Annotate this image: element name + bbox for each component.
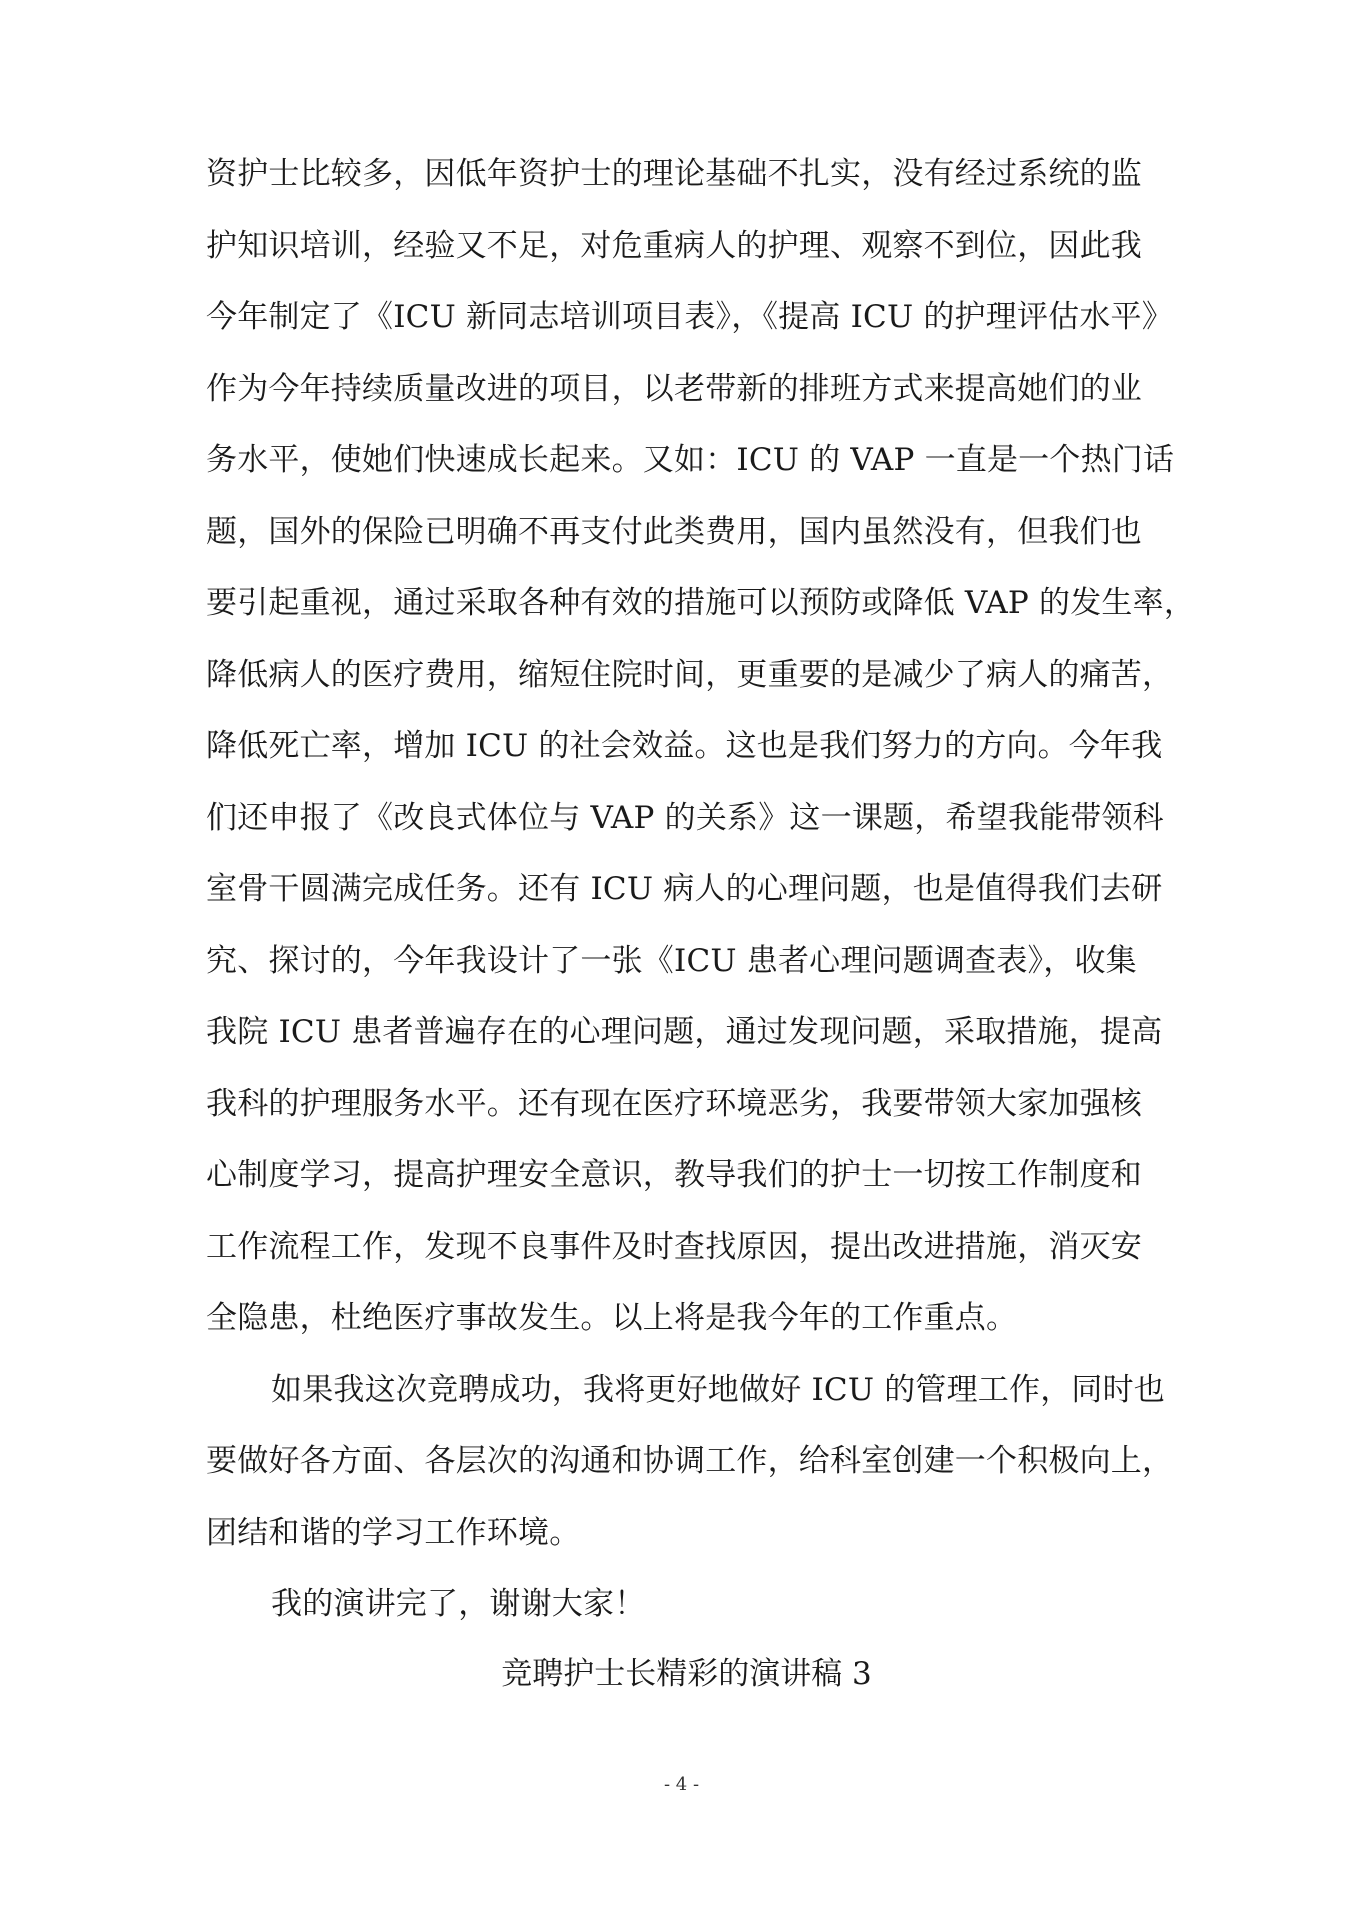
page-number: - 4 - xyxy=(663,1774,700,1795)
body-line: 团结和谐的学习工作环境。 xyxy=(206,1514,581,1551)
body-line: 如果我这次竞聘成功，我将更好地做好 ICU 的管理工作，同时也 xyxy=(271,1371,1165,1408)
body-line: 工作流程工作，发现不良事件及时查找原因，提出改进措施，消灭安 xyxy=(206,1228,1142,1265)
body-line: 降低死亡率，增加 ICU 的社会效益。这也是我们努力的方向。今年我 xyxy=(206,728,1163,764)
body-line: 我科的护理服务水平。还有现在医疗环境恶劣，我要带领大家加强核 xyxy=(206,1085,1142,1122)
body-line: 作为今年持续质量改进的项目，以老带新的排班方式来提高她们的业 xyxy=(206,370,1142,407)
body-line: 护知识培训，经验又不足，对危重病人的护理、观察不到位，因此我 xyxy=(206,227,1142,264)
body-line: 究、探讨的，今年我设计了一张《ICU 患者心理问题调查表》，收集 xyxy=(206,942,1137,979)
body-line: 心制度学习，提高护理安全意识，教导我们的护士一切按工作制度和 xyxy=(206,1157,1142,1193)
body-line: 要做好各方面、各层次的沟通和协调工作，给科室创建一个积极向上， xyxy=(206,1443,1174,1479)
body-line: 室骨干圆满完成任务。还有 ICU 病人的心理问题，也是值得我们去研 xyxy=(206,871,1163,907)
body-text xyxy=(206,139,1196,1641)
section-heading: 竞聘护士长精彩的演讲稿 3 xyxy=(501,1656,872,1692)
body-line: 要引起重视，通过采取各种有效的措施可以预防或降低 VAP 的发生率， xyxy=(206,585,1196,621)
body-line: 全隐患，杜绝医疗事故发生。以上将是我今年的工作重点。 xyxy=(206,1300,1018,1336)
body-line: 今年制定了《ICU 新同志培训项目表》，《提高 ICU 的护理评估水平》 xyxy=(206,299,1173,335)
body-line: 降低病人的医疗费用，缩短住院时间，更重要的是减少了病人的痛苦， xyxy=(206,656,1174,693)
body-line: 我院 ICU 患者普遍存在的心理问题，通过发现问题，采取措施，提高 xyxy=(206,1014,1163,1050)
body-line: 题，国外的保险已明确不再支付此类费用，国内虽然没有，但我们也 xyxy=(206,513,1142,550)
body-line: 们还申报了《改良式体位与 VAP 的关系》这一课题，希望我能带领科 xyxy=(206,799,1164,836)
body-line: 我的演讲完了，谢谢大家！ xyxy=(271,1586,646,1622)
body-line: 务水平，使她们快速成长起来。又如：ICU 的 VAP 一直是一个热门话 xyxy=(206,442,1175,478)
body-line: 资护士比较多，因低年资护士的理论基础不扎实，没有经过系统的监 xyxy=(206,156,1142,192)
